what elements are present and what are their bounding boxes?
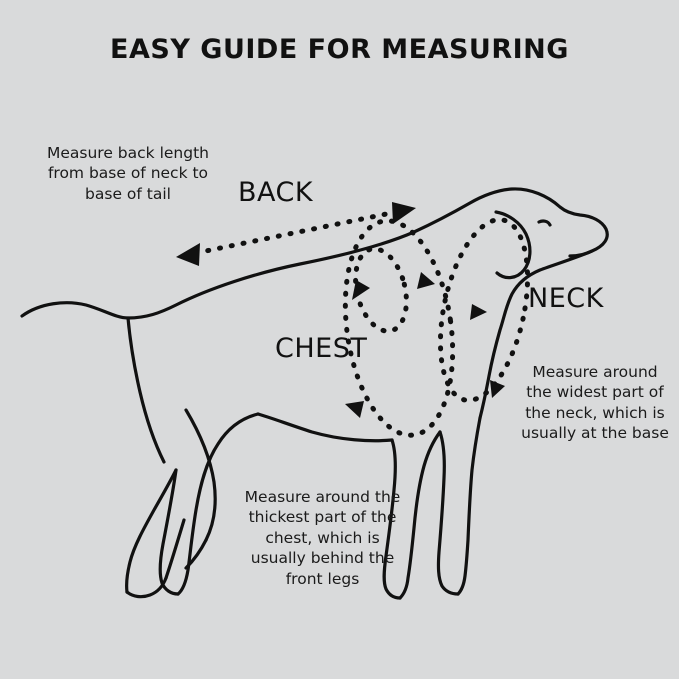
chest-measure-guide <box>332 214 465 442</box>
note-chest-girth: Measure around the thickest part of the chest, which is usually behind the front legs <box>244 488 401 588</box>
note-neck-girth: Measure around the widest part of the neck, which is usually at the base <box>521 363 669 443</box>
label-chest: CHEST <box>275 333 368 364</box>
back-measure-guide <box>176 202 416 266</box>
note-back-length: Measure back length from base of neck to base of tail <box>47 144 209 203</box>
page-title: EASY GUIDE FOR MEASURING <box>110 34 569 65</box>
label-back: BACK <box>238 177 314 208</box>
label-neck: NECK <box>528 283 604 314</box>
